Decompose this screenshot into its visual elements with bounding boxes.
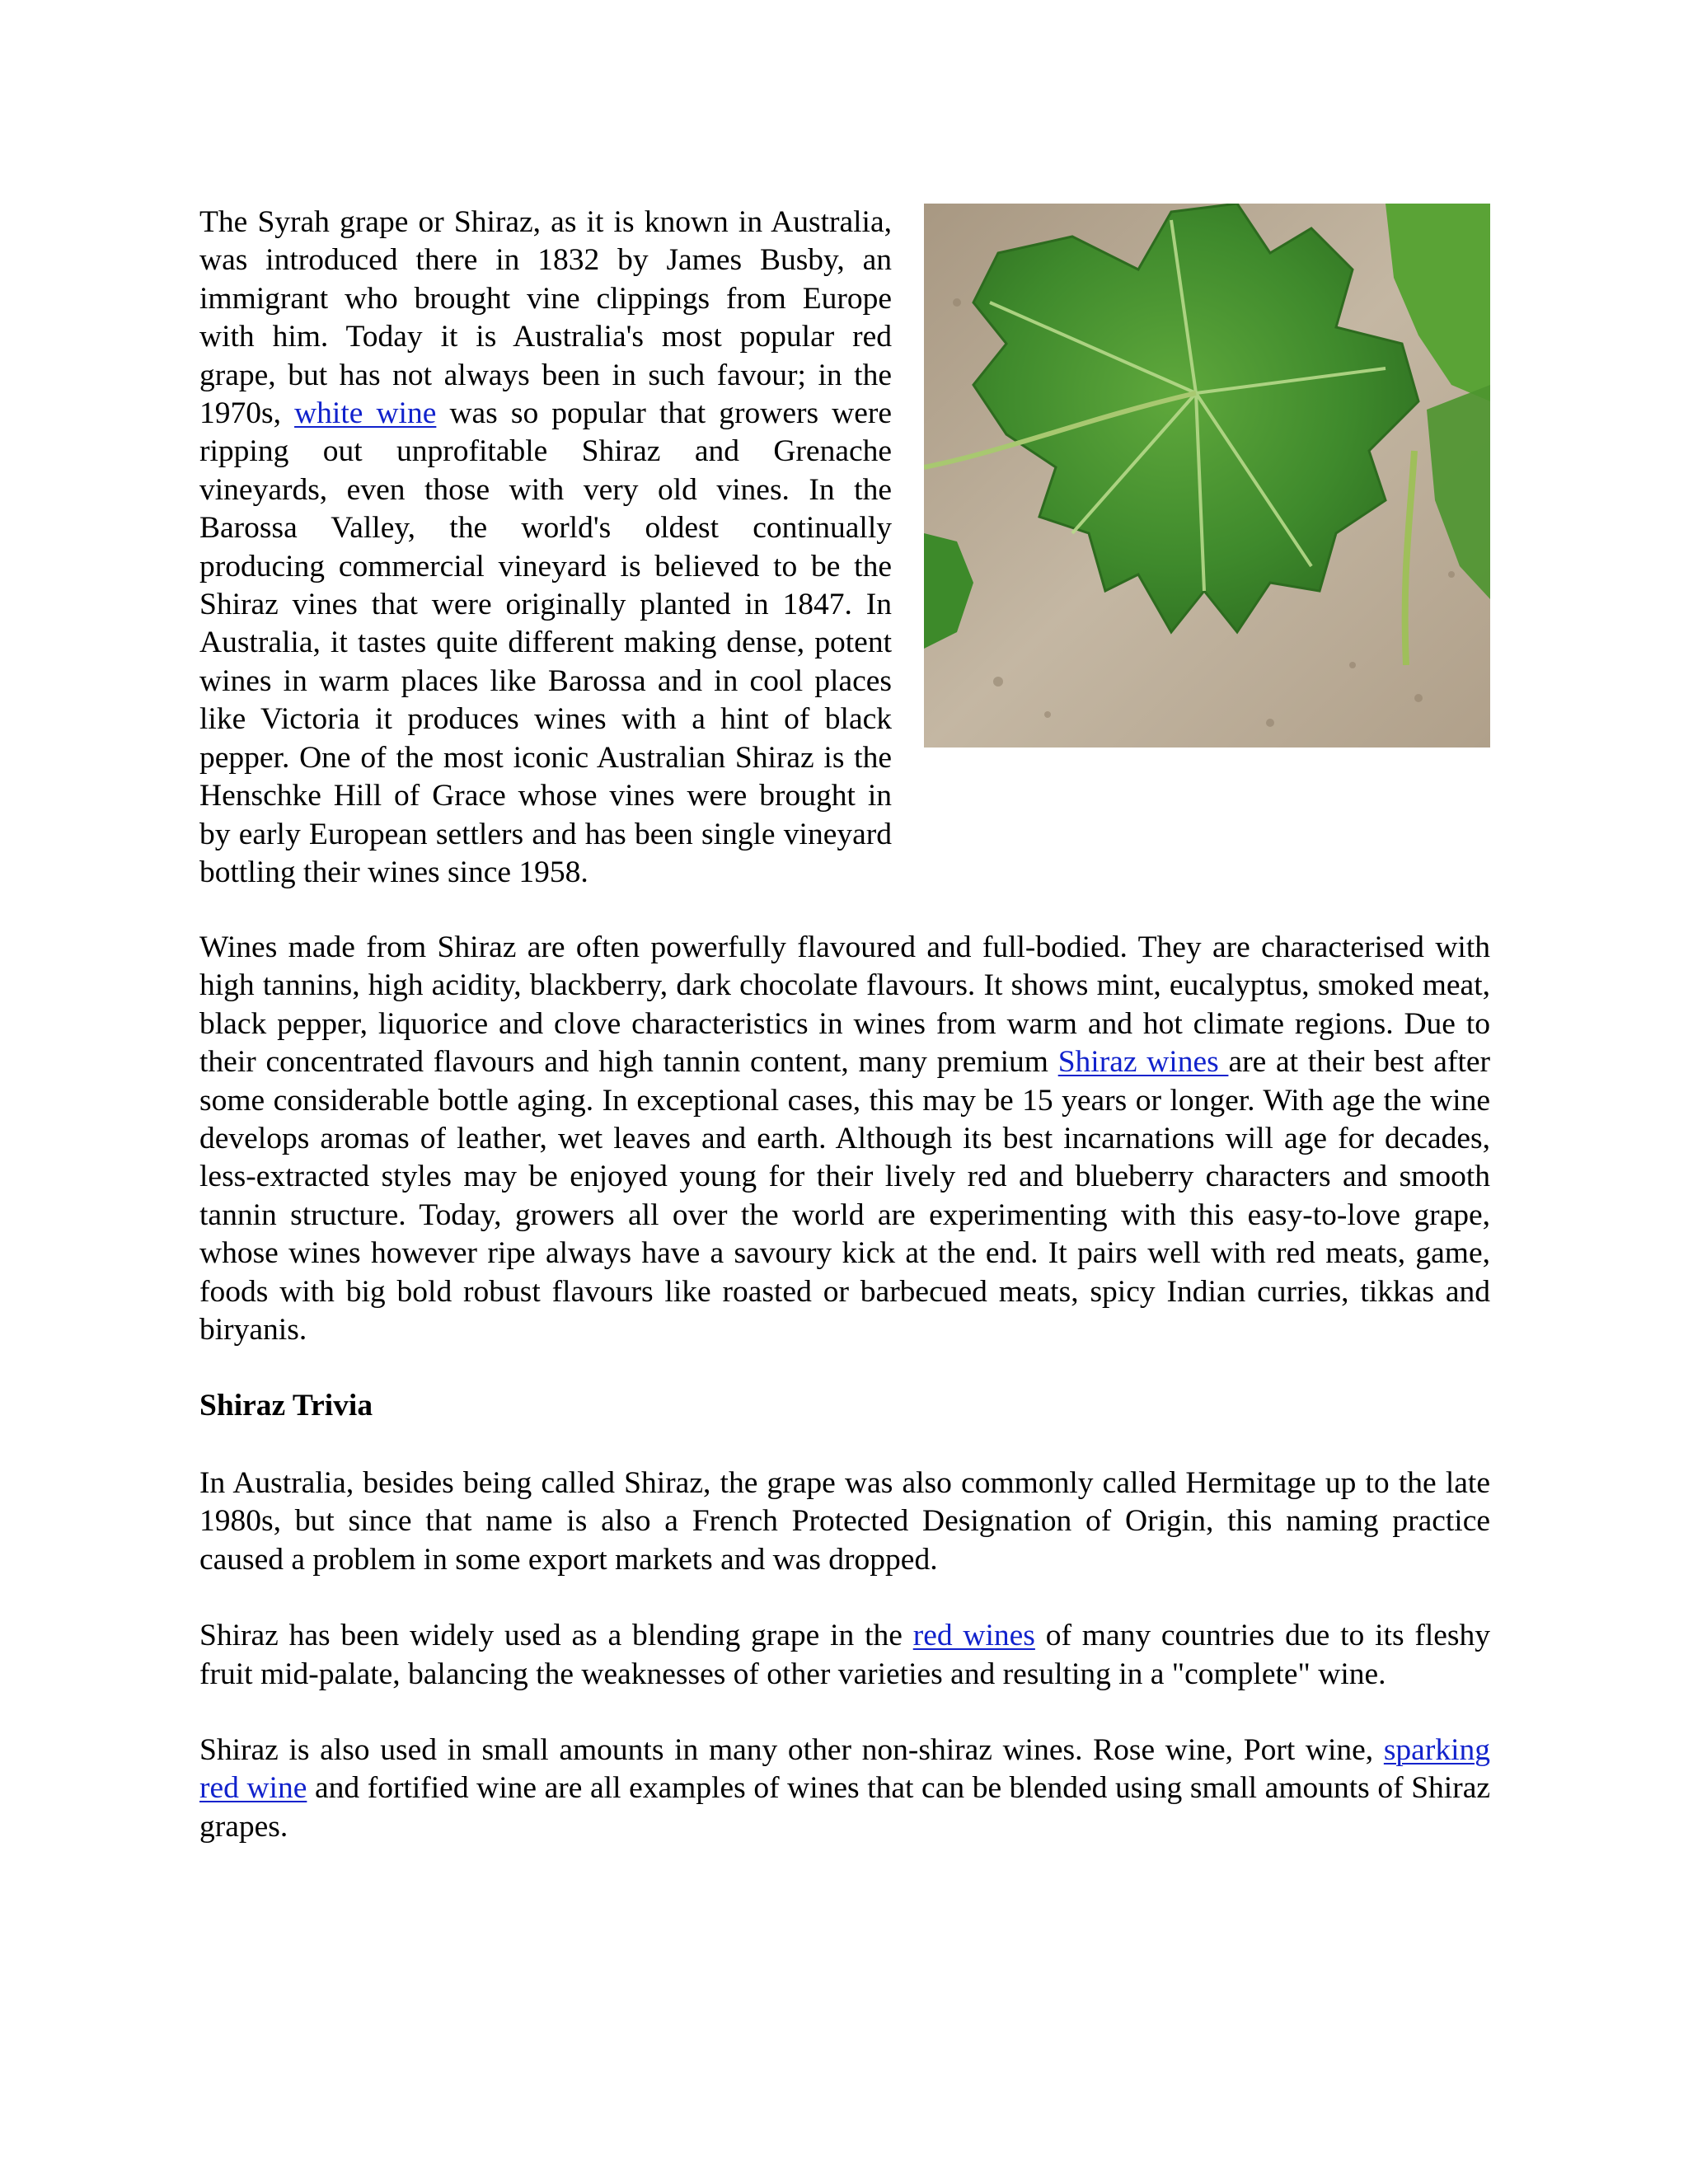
intro-section xyxy=(199,204,1490,929)
sparking-red-wine-link[interactable]: sparking red wine xyxy=(199,1732,1490,1806)
grape-leaf-photo xyxy=(924,204,1490,748)
flavour-paragraph xyxy=(199,929,1490,1349)
blending-text-part-2: of many countries due to its fleshy fruit mid-palate, balancing the weaknesses of other varieties and resulting in a "complete" wine. xyxy=(199,1619,1491,1691)
blending-paragraph xyxy=(199,1617,1490,1694)
non-shiraz-paragraph xyxy=(199,1732,1490,1846)
hermitage-paragraph: In Australia, besides being called Shiraz, the grape was also commonly called Hermitage up to the late 1980s, but since that name is also a French Protected Designation of Origin, this naming practice caused a problem in some export markets and was dropped. xyxy=(199,1465,1490,1577)
grape-leaf-image xyxy=(924,204,1490,748)
shiraz-wines-link[interactable]: Shiraz wines xyxy=(1057,1045,1229,1080)
document-page xyxy=(199,204,1490,1884)
flavour-text-part-1: Wines made from Shiraz are often powerfully flavoured and full-bodied. They are characterised with high tannins, high acidity, blackberry, dark chocolate flavours. It shows mint, eucalyptus, smoked meat, black pepper, liquorice and clove characteristics in wines from warm and hot climate regions. Due to their concentrated flavours and high tannin content, many premium xyxy=(199,930,1490,1080)
non-shiraz-text-part-2: and fortified wine are all examples of wines that can be blended using small amounts of Shiraz grapes. xyxy=(199,1771,1490,1844)
intro-text-part-2: was so popular that growers were ripping out unprofitable Shiraz and Grenache vineyards, even those with very old vines. In the Barossa Valley, the world's oldest continually producing commercial vineyard is believed to be the Shiraz vines that were originally planted in 1847. In Australia, it tastes quite different making dense, potent wines in warm places like Barossa and in cool places like Victoria it produces wines with a hint of black pepper. One of the most iconic Australian Shiraz is the Henschke Hill of Grace whose vines were brought in by early European settlers and has been single vineyard bottling their wines since 1958. xyxy=(199,396,892,889)
white-wine-link[interactable]: white wine xyxy=(294,396,437,431)
trivia-heading: Shiraz Trivia xyxy=(199,1389,373,1423)
intro-paragraph xyxy=(199,204,892,892)
red-wines-link[interactable]: red wines xyxy=(912,1619,1035,1653)
flavour-text-part-2: are at their best after some considerable bottle aging. In exceptional cases, this may be 15 years or longer. With age the wine develops aromas of leather, wet leaves and earth. Although its best incarnations will age for decades, less-extracted styles may be enjoyed young for their lively red and blueberry characters and smooth tannin structure. Today, growers all over the world are experimenting with this easy-to-love grape, whose wines however ripe always have a savoury kick at the end. It pairs well with red meats, game, foods with big bold robust flavours like roasted or barbecued meats, spicy Indian curries, tikkas and biryanis. xyxy=(199,1045,1490,1347)
blending-text-part-1: Shiraz has been widely used as a blending grape in the xyxy=(199,1619,913,1653)
intro-text-part-1: The Syrah grape or Shiraz, as it is known in Australia, was introduced there in 1832 by James Busby, an immigrant who brought vine clippings from Europe with him. Today it is Australia's most popular red grape, but has not always been in such favour; in the 1970s, xyxy=(199,205,892,431)
non-shiraz-text-part-1: Shiraz is also used in small amounts in many other non-shiraz wines. Rose wine, Port wine, xyxy=(199,1732,1384,1767)
